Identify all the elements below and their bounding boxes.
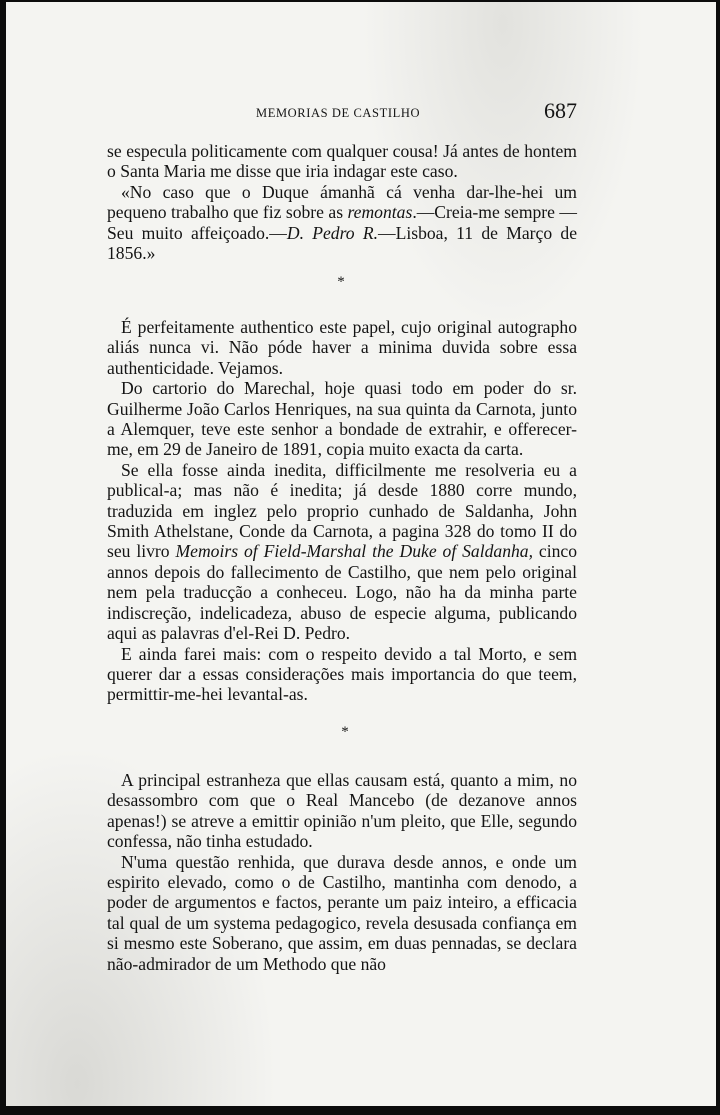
text-run: «No caso que o Duque ámanhã cá venha dar-lhe-hei um pequeno trabalho que fiz sobre as bbox=[107, 181, 577, 223]
section-analysis bbox=[107, 770, 577, 974]
book-page bbox=[6, 2, 716, 1106]
paragraph: É perfeitamente authentico este papel, cujo original autographo aliás nunca vi. Não póde haver a minima duvida sobre essa authenticidade. Vejamos. bbox=[107, 317, 577, 378]
running-head bbox=[6, 100, 716, 130]
text-run: Se ella fosse ainda inedita, difficilmente me resolveria eu a publical-a; mas não é inedita; já desde 1880 corre mundo, traduzida em inglez pelo proprio cunhado de Saldanha, John Smith Athelstane, Conde da Carnota, a pagina 328 do tomo II do seu livro bbox=[107, 459, 577, 562]
italic-text: remontas bbox=[347, 202, 413, 223]
running-title: MEMORIAS DE CASTILHO bbox=[256, 106, 421, 120]
section-letter-end bbox=[107, 141, 577, 263]
text-run: —Lisboa, 11 de Março de 1856.» bbox=[107, 222, 578, 264]
section-divider: * bbox=[341, 724, 349, 740]
paragraph: Do cartorio do Marechal, hoje quasi todo em poder do sr. Guilherme João Carlos Henriques, na sua quinta da Carnota, junto a Alemquer, teve este senhor a bondade de extrahir, e offerecer-me, em 29 de Janeiro de 1891, copia muito exacta da carta. bbox=[107, 378, 577, 460]
signature-italic: D. Pedro R. bbox=[286, 222, 379, 243]
paragraph-letter-closing bbox=[107, 182, 577, 264]
text-run: .—Creia-me sempre —Seu muito affeiçoado.— bbox=[107, 202, 577, 243]
section-divider: * bbox=[337, 274, 345, 290]
paragraph: A principal estranheza que ellas causam está, quanto a mim, no desassombro com que o Real Mancebo (de dezanove annos apenas!) se atreve a emittir opinião n'um pleito, que Elle, segundo confessa, não tinha estudado. bbox=[107, 770, 577, 852]
paragraph: N'uma questão renhida, que durava desde annos, e onde um espirito elevado, como o de Castilho, mantinha com denodo, a poder de argumentos e factos, perante um paiz inteiro, a efficacia tal qual de um systema pedagogico, revela desusada confiança em si mesmo este Soberano, que assim, em duas pennadas, se declara não-admirador de um Methodo que não bbox=[107, 851, 577, 974]
paragraph bbox=[107, 460, 577, 644]
text-run: cinco annos depois do fallecimento de Castilho, que nem pelo original nem pela traducção a conheceu. Logo, não ha da minha parte indiscreção, indelicadeza, abuso de especie alguma, publicando aqui as palavras d'el-Rei D. Pedro. bbox=[107, 541, 578, 644]
page-number: 687 bbox=[544, 98, 577, 123]
paragraph: E ainda farei mais: com o respeito devido a tal Morto, e sem querer dar a essas considerações mais importancia do que teem, permittir-me-hei levantal-as. bbox=[107, 643, 577, 705]
section-commentary bbox=[107, 317, 577, 705]
paragraph: se especula politicamente com qualquer cousa! Já antes de hontem o Santa Maria me disse que iria indagar este caso. bbox=[107, 141, 577, 182]
book-title-italic: Memoirs of Field-Marshal the Duke of Saldanha, bbox=[175, 541, 533, 562]
